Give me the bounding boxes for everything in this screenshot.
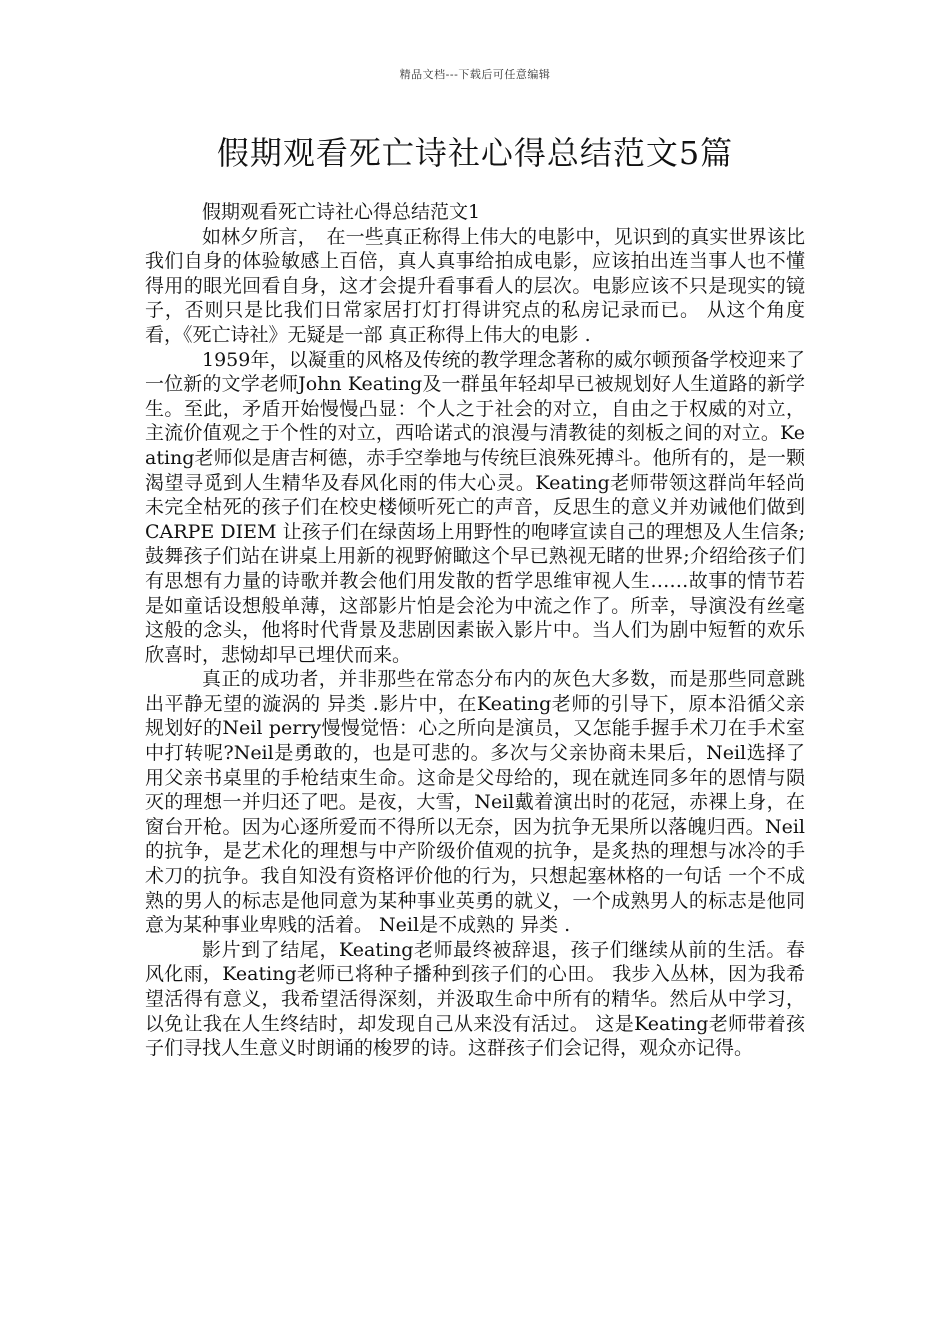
paragraph: 真正的成功者，并非那些在常态分布内的灰色大多数，而是那些同意跳出平静无望的漩涡的 异类 .影片中，在Keating老师的引导下，原本沿循父亲规划好的Neil perry慢慢觉悟：心之所向是演员，又怎能手握手术刀在手术室中打转呢?Neil是勇敢的，也是可悲的。多次与父亲协商未果后，Neil选择了用父亲书桌里的手枪结束生命。这命是父母给的，现在就连同多年的恩情与陨灭的理想一并归还了吧。是夜，大雪，Neil戴着演出时的花冠，赤裸上身，在窗台开枪。因为心逐所爱而不得所以无奈，因为抗争无果所以落魄归西。Neil的抗争，是艺术化的理想与中产阶级价值观的抗争，是炙热的理想与冰冷的手术刀的抗争。我自知没有资格评价他的行为，只想起塞林格的一句话 一个不成熟的男人的标志是他同意为某种事业英勇的就义，一个成熟男人的标志是他同意为某种事业卑贱的活着。 Neil是不成熟的 异类 . xyxy=(145,668,805,937)
section-title: 假期观看死亡诗社心得总结范文1 xyxy=(202,201,481,223)
paragraph: 1959年，以凝重的风格及传统的教学理念著称的威尔顿预备学校迎来了一位新的文学老师John Keating及一群虽年轻却早已被规划好人生道路的新学生。至此，矛盾开始慢慢凸显：个人之于社会的对立，自由之于权威的对立，主流价值观之于个性的对立，西哈诺式的浪漫与清教徒的刻板之间的对立。Keating老师似是唐吉柯德，赤手空拳地与传统巨浪殊死搏斗。他所有的，是一颗渴望寻觅到人生精华及春风化雨的伟大心灵。Keating老师带领这群尚年轻尚未完全枯死的孩子们在校史楼倾听死亡的声音，反思生的意义并劝诫他们做到 CARPE DIEM 让孩子们在绿茵场上用野性的咆哮宣读自己的理想及人生信条;鼓舞孩子们站在讲桌上用新的视野俯瞰这个早已熟视无睹的世界;介绍给孩子们有思想有力量的诗歌并教会他们用发散的哲学思维审视人生……故事的情节若是如童话设想般单薄，这部影片怕是会沦为中流之作了。所幸，导演没有丝毫这般的念头，他将时代背景及悲剧因素嵌入影片中。当人们为剧中短暂的欢乐欣喜时，悲恸却早已埋伏而来。 xyxy=(145,348,805,666)
document-body xyxy=(145,200,805,1061)
paragraph: 影片到了结尾，Keating老师最终被辞退，孩子们继续从前的生活。春风化雨，Keating老师已将种子播种到孩子们的心田。 我步入丛林，因为我希望活得有意义，我希望活得深刻，并汲取生命中所有的精华。然后从中学习，以免让我在人生终结时，却发现自己从来没有活过。 这是Keating老师带着孩子们寻找人生意义时朗诵的梭罗的诗。这群孩子们会记得，观众亦记得。 xyxy=(145,938,805,1060)
paragraph: 如林夕所言， 在一些真正称得上伟大的电影中，见识到的真实世界该比我们自身的体验敏感上百倍，真人真事给拍成电影，应该拍出连当事人也不懂得用的眼光回看自身，这才会提升看事看人的层次。电影应该不只是现实的镜子，否则只是比我们日常家居打灯打得讲究点的私房记录而已。 从这个角度看，《死亡诗社》无疑是一部 真正称得上伟大的电影 . xyxy=(145,225,805,346)
page-header-note: 精品文档---下载后可任意编辑 xyxy=(399,68,551,81)
document-title: 假期观看死亡诗社心得总结范文5篇 xyxy=(216,134,734,172)
